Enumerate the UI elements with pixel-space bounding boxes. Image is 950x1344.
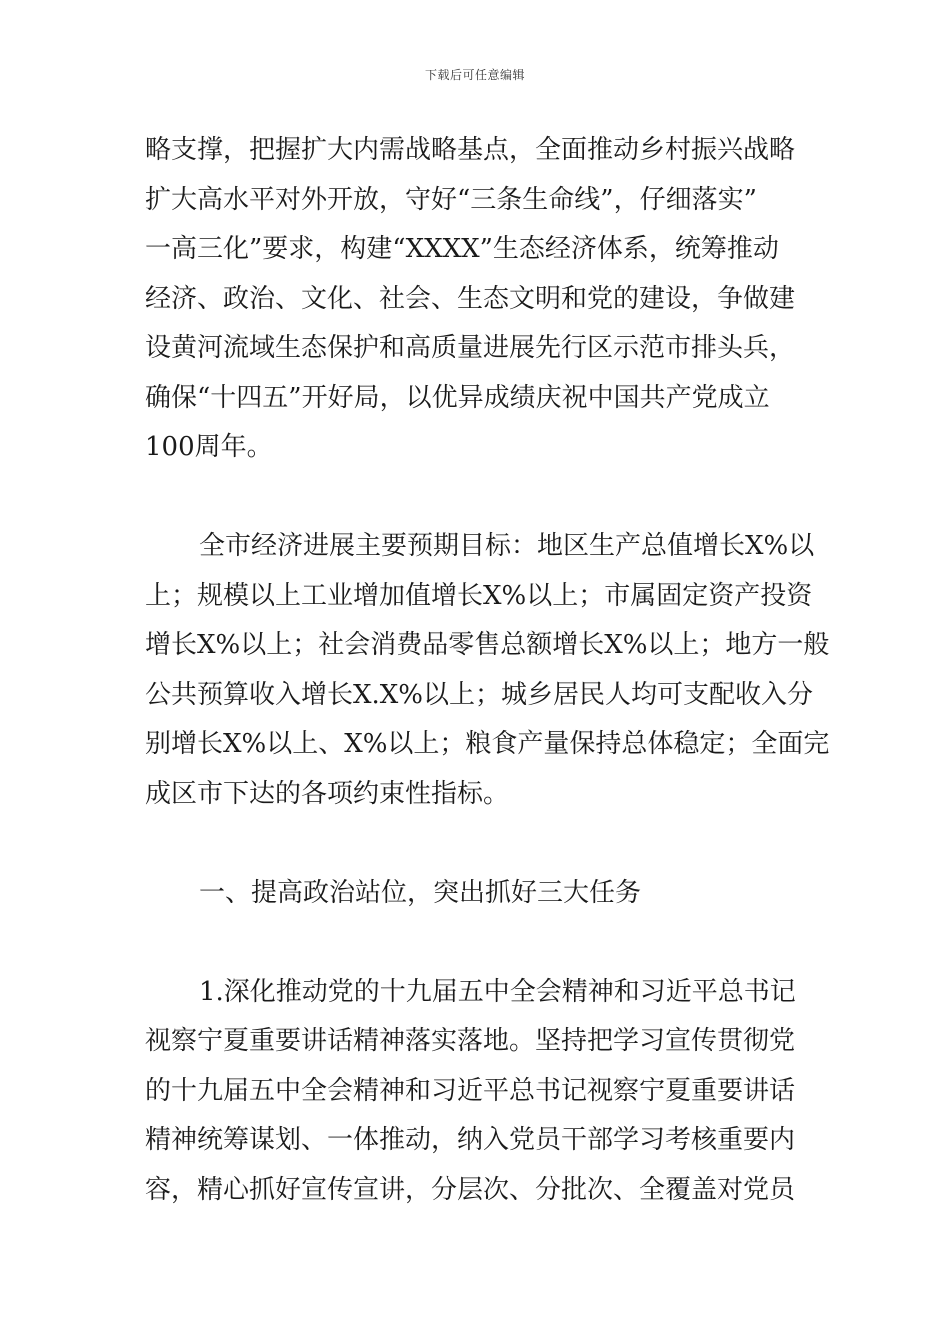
page-header: 下载后可任意编辑 (424, 68, 525, 82)
text-line: 确保“十四五”开好局，以优异成绩庆祝中国共产党成立 (145, 382, 770, 413)
text-line: 扩大高水平对外开放，守好“三条生命线”，仔细落实” (145, 184, 757, 215)
text-line: 容，精心抓好宣传宣讲，分层次、分批次、全覆盖对党员 (145, 1174, 796, 1205)
text-line: 别增长X%以上、X%以上；粮食产量保持总体稳定；全面完 (145, 729, 830, 759)
text-line: 全市经济进展主要预期目标：地区生产总值增长X%以 (199, 531, 815, 561)
text-line: 公共预算收入增长X.X%以上；城乡居民人均可支配收入分 (145, 679, 813, 710)
text-line: 增长X%以上；社会消费品零售总额增长X%以上；地方一般 (145, 630, 830, 660)
text-line: 1.深化推动党的十九届五中全会精神和习近平总书记 (199, 976, 796, 1007)
text-line: 略支撑，把握扩大内需战略基点，全面推动乡村振兴战略 (145, 135, 796, 165)
text-line: 上；规模以上工业增加值增长X%以上；市属固定资产投资 (145, 580, 813, 611)
text-line: 100周年。 (145, 432, 273, 462)
text-line: 精神统筹谋划、一体推动，纳入党员干部学习考核重要内 (145, 1125, 796, 1155)
text-line: 一高三化”要求，构建“XXXX”生态经济体系，统筹推动 (145, 234, 779, 264)
text-line: 的十九届五中全会精神和习近平总书记视察宁夏重要讲话 (145, 1075, 796, 1106)
text-line: 视察宁夏重要讲话精神落实落地。坚持把学习宣传贯彻党 (145, 1026, 796, 1056)
paragraph-gap (145, 819, 807, 869)
section-heading (145, 869, 807, 919)
text-line: 经济、政治、文化、社会、生态文明和党的建设，争做建 (145, 283, 796, 314)
heading-line: 一、提高政治站位，突出抓好三大任务 (199, 877, 642, 908)
document-body (145, 126, 830, 1215)
paragraph (145, 968, 807, 1216)
paragraph (145, 126, 807, 473)
paragraph-gap (145, 473, 807, 523)
text-line: 成区市下达的各项约束性指标。 (145, 778, 510, 809)
text-line: 设黄河流域生态保护和高质量进展先行区示范市排头兵， (145, 333, 796, 363)
paragraph-gap (145, 918, 807, 968)
paragraph (145, 522, 830, 819)
